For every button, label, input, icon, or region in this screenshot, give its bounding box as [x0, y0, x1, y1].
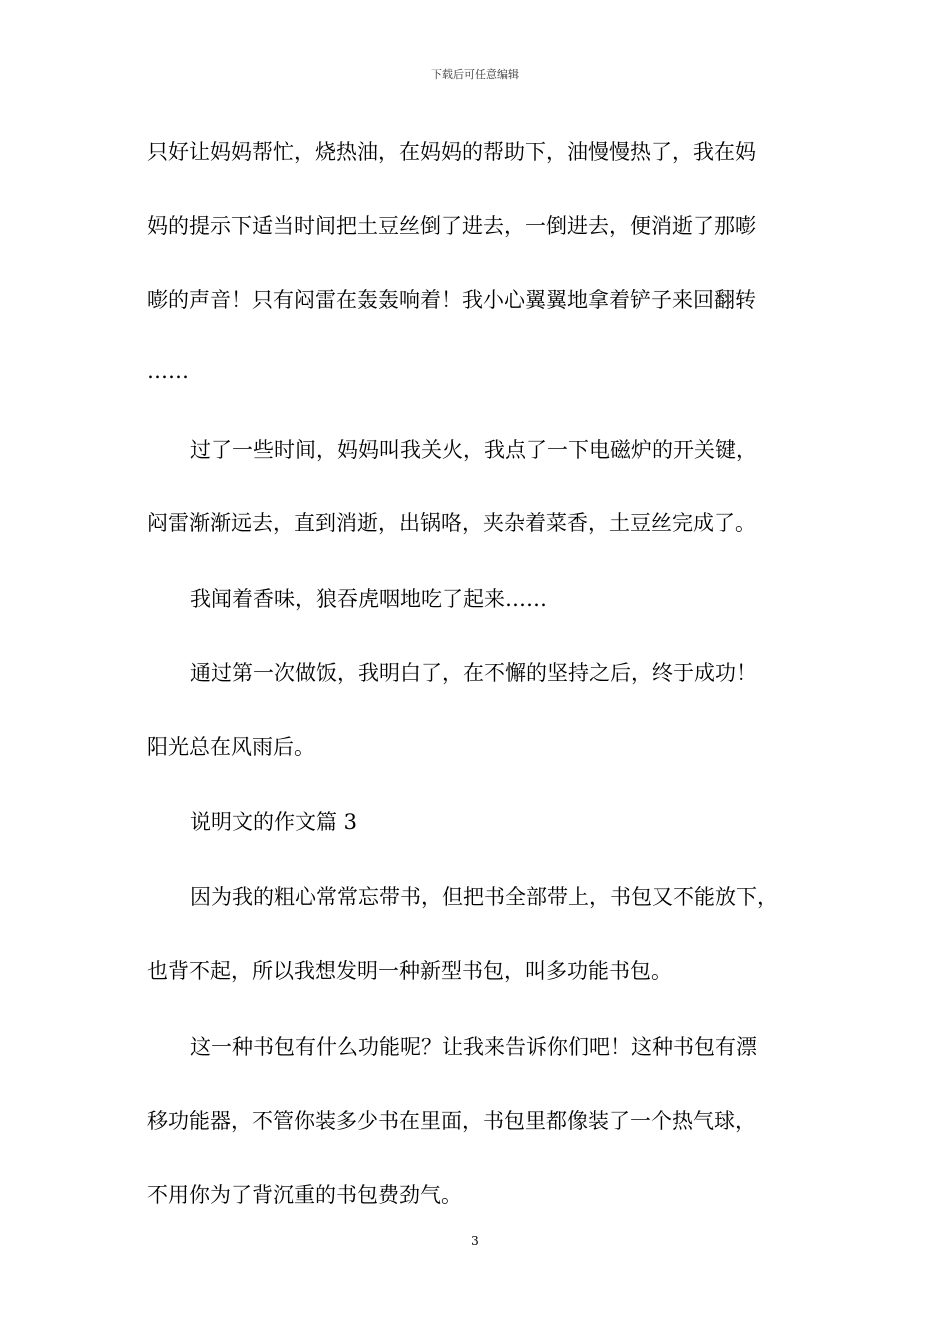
paragraph-line-8: 通过第一次做饭，我明白了，在不懈的坚持之后，终于成功！ [190, 661, 757, 685]
body-line-12: 也背不起，所以我想发明一种新型书包，叫多功能书包。 [147, 959, 672, 983]
body-line-6: 闷雷渐渐远去，直到消逝，出锅咯，夹杂着菜香，土豆丝完成了。 [147, 511, 756, 535]
paragraph-line-5: 过了一些时间，妈妈叫我关火，我点了一下电磁炉的开关键， [190, 438, 757, 462]
body-line-2: 妈的提示下适当时间把土豆丝倒了进去，一倒进去，便消逝了那嘭 [147, 214, 756, 238]
body-line-4: …… [147, 359, 189, 383]
body-line-14: 移功能器，不管你装多少书在里面，书包里都像装了一个热气球， [147, 1109, 756, 1133]
paragraph-line-13: 这一种书包有什么功能呢？让我来告诉你们吧！这种书包有漂 [190, 1035, 757, 1059]
body-line-9: 阳光总在风雨后。 [147, 735, 315, 759]
page-number: 3 [471, 1234, 479, 1248]
body-line-15: 不用你为了背沉重的书包费劲气。 [147, 1183, 462, 1207]
body-line-3: 嘭的声音！只有闷雷在轰轰响着！我小心翼翼地拿着铲子来回翻转 [147, 288, 756, 312]
paragraph-line-11: 因为我的粗心常常忘带书，但把书全部带上，书包又不能放下， [190, 885, 778, 909]
body-line-1: 只好让妈妈帮忙，烧热油，在妈妈的帮助下，油慢慢热了，我在妈 [147, 140, 756, 164]
section-heading: 说明文的作文篇 3 [190, 810, 358, 834]
paragraph-line-7: 我闻着香味，狼吞虎咽地吃了起来…… [190, 587, 547, 611]
page-header: 下载后可任意编辑 [431, 68, 519, 81]
